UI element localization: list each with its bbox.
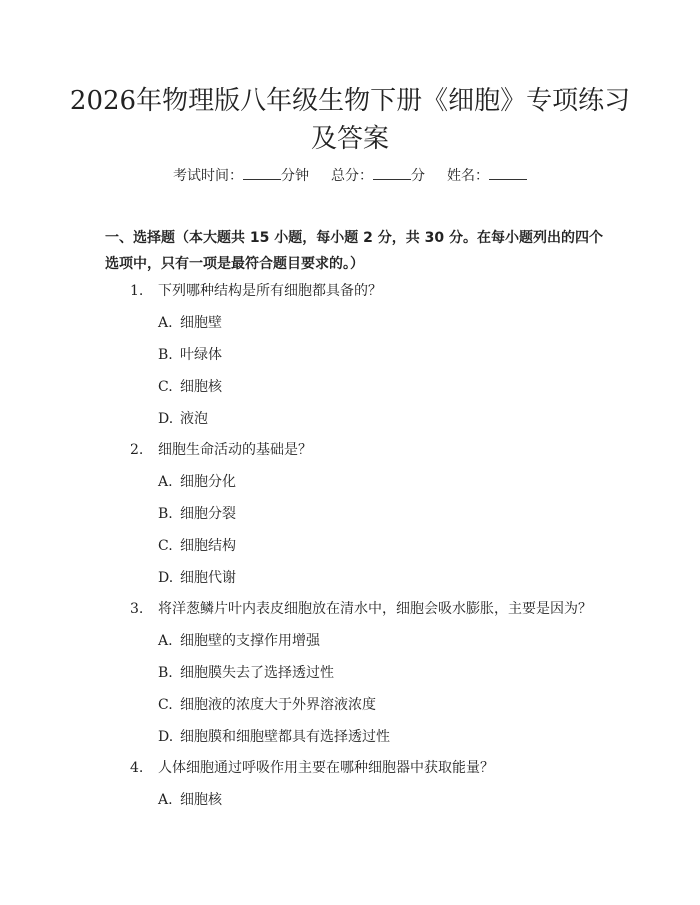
option-4a: A. 细胞核 <box>158 792 222 808</box>
name-label: 姓名： <box>447 168 489 184</box>
question-2 <box>130 440 312 460</box>
time-blank <box>243 167 281 180</box>
score-blank <box>373 167 411 180</box>
option-3b: B. 细胞膜失去了选择透过性 <box>158 665 334 681</box>
option-2b: B. 细胞分裂 <box>158 506 236 522</box>
question-text: 人体细胞通过呼吸作用主要在哪种细胞器中获取能量？ <box>158 760 494 776</box>
option-3a: A. 细胞壁的支撑作用增强 <box>158 633 320 649</box>
option-1c: C. 细胞核 <box>158 379 222 395</box>
option-3d: D. 细胞膜和细胞壁都具有选择透过性 <box>158 729 390 745</box>
option-3c: C. 细胞液的浓度大于外界溶液浓度 <box>158 697 376 713</box>
page-title: 2026年物理版八年级生物下册《细胞》专项练习及答案 <box>69 86 631 154</box>
question-4 <box>130 758 494 778</box>
option-2a: A. 细胞分化 <box>158 474 236 490</box>
question-number: 2. <box>130 442 144 458</box>
option-1b: B. 叶绿体 <box>158 347 222 363</box>
question-text: 下列哪种结构是所有细胞都具备的？ <box>158 283 382 299</box>
question-number: 4. <box>130 760 144 776</box>
question-number: 3. <box>130 601 144 617</box>
score-unit: 分 <box>411 168 425 184</box>
exam-info-line <box>0 166 700 186</box>
question-3 <box>130 599 592 619</box>
score-label: 总分： <box>331 168 373 184</box>
option-1a: A. 细胞壁 <box>158 315 222 331</box>
question-number: 1. <box>130 283 144 299</box>
option-1d: D. 液泡 <box>158 411 208 427</box>
question-text: 将洋葱鳞片叶内表皮细胞放在清水中，细胞会吸水膨胀，主要是因为？ <box>158 601 592 617</box>
question-1 <box>130 281 382 301</box>
option-2c: C. 细胞结构 <box>158 538 236 554</box>
option-2d: D. 细胞代谢 <box>158 570 236 586</box>
time-unit: 分钟 <box>281 168 309 184</box>
question-text: 细胞生命活动的基础是？ <box>158 442 312 458</box>
time-label: 考试时间： <box>173 168 243 184</box>
section-heading: 一、选择题（本大题共 15 小题，每小题 2 分，共 30 分。在每小题列出的四个选项中，只有一项是最符合题目要求的。） <box>105 230 603 272</box>
name-blank <box>489 167 527 180</box>
